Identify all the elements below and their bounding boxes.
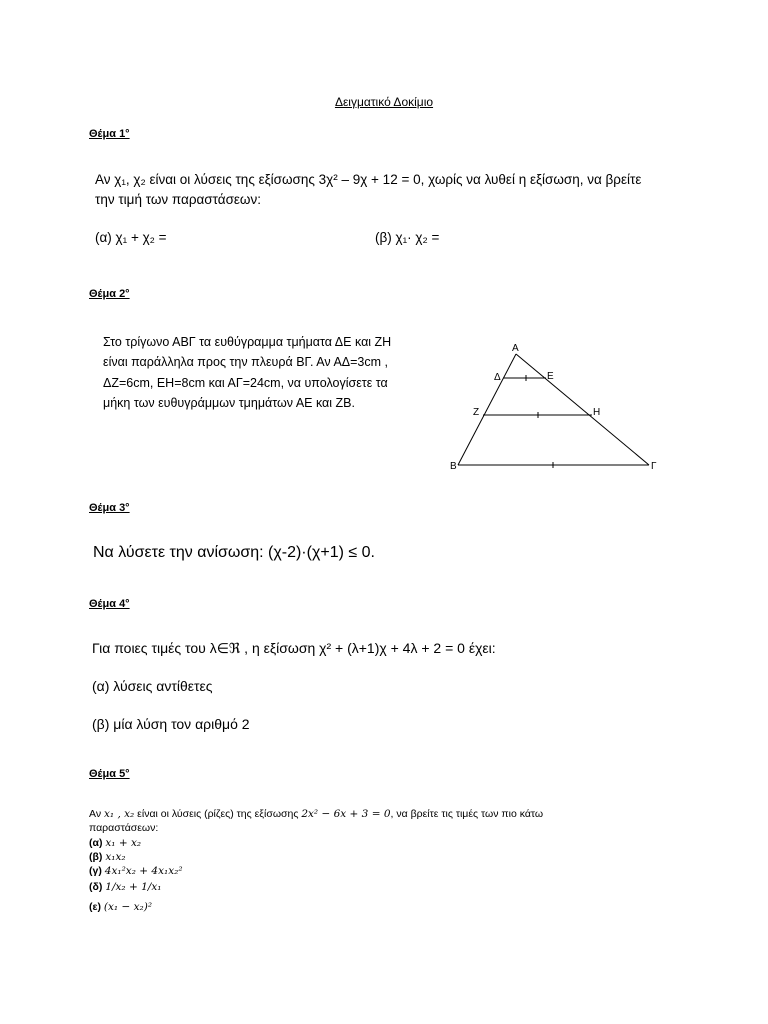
q4-part-b: (β) μία λύση τον αριθμό 2 — [92, 716, 250, 732]
q3-heading: Θέμα 3° — [89, 502, 130, 514]
q4-heading: Θέμα 4° — [89, 598, 130, 610]
label-g: Γ — [651, 461, 657, 472]
q5-line-1-post: , να βρείτε τις τιμές των πιο κάτω — [390, 808, 544, 820]
q1-line-2: την τιμή των παραστάσεων: — [95, 192, 261, 207]
side-ab — [458, 354, 516, 465]
q5-item-label: (β) — [89, 851, 103, 863]
q1-line-1: Αν χ₁, χ₂ είναι οι λύσεις της εξίσωσης 3χ² – 9χ + 12 = 0, χωρίς να λυθεί η εξίσωση, να βρείτε — [95, 172, 642, 187]
q5-equation-math: 2x² − 6x + 3 = 0 — [301, 808, 391, 820]
q5-line-2: παραστάσεων: — [89, 822, 159, 834]
q5-item-d — [89, 881, 161, 895]
q5-item-label: (γ) — [89, 865, 102, 877]
label-a: Α — [512, 343, 519, 354]
q1-part-b: (β) χ₁· χ₂ = — [375, 230, 440, 245]
label-b: Β — [450, 461, 457, 472]
label-e: Ε — [547, 371, 554, 382]
page-title: Δειγματικό Δοκίμιο — [334, 95, 434, 109]
q2-heading: Θέμα 2° — [89, 288, 130, 300]
q5-item-expr: x₁ + x₂ — [105, 837, 142, 849]
label-d: Δ — [494, 372, 501, 383]
q2-line-1: Στο τρίγωνο ΑΒΓ τα ευθύγραμμα τμήματα ΔΕ και ΖΗ — [103, 335, 392, 349]
q5-heading: Θέμα 5° — [89, 768, 130, 780]
q2-line-4: μήκη των ευθυγράμμων τμημάτων ΑΕ και ΖΒ. — [103, 396, 355, 410]
q5-item-b — [89, 851, 126, 865]
q5-item-label: (α) — [89, 837, 103, 849]
q3-text: Να λύσετε την ανίσωση: (χ-2)·(χ+1) ≤ 0. — [93, 544, 375, 561]
label-h: Η — [593, 407, 601, 418]
q5-item-e — [89, 901, 152, 915]
q5-item-label: (ε) — [89, 901, 101, 913]
q5-item-c — [89, 865, 183, 879]
q4-text: Για ποιες τιμές του λ∈ℜ , η εξίσωση χ² + (λ+1)χ + 4λ + 2 = 0 έχει: — [92, 640, 496, 656]
q5-item-a — [89, 837, 141, 851]
label-z: Ζ — [473, 407, 480, 418]
q5-line-1 — [89, 808, 543, 822]
side-ag — [516, 354, 649, 465]
q2-line-3: ΔΖ=6cm, ΕΗ=8cm και ΑΓ=24cm, να υπολογίσετε τα — [103, 376, 388, 390]
q1-part-a: (α) χ₁ + χ₂ = — [95, 230, 167, 245]
q5-item-label: (δ) — [89, 881, 103, 893]
q5-item-expr: (x₁ − x₂)² — [103, 901, 153, 913]
q4-part-a: (α) λύσεις αντίθετες — [92, 678, 213, 694]
q5-item-expr: x₁x₂ — [105, 851, 126, 863]
q5-item-expr: 4x₁²x₂ + 4x₁x₂² — [104, 865, 183, 877]
q2-line-2: είναι παράλληλα προς την πλευρά ΒΓ. Αν ΑΔ=3cm , — [103, 355, 388, 369]
q5-item-expr: 1/x₂ + 1/x₁ — [105, 881, 162, 893]
q5-line-1-pre: Αν — [89, 808, 104, 820]
q1-heading: Θέμα 1° — [89, 128, 130, 140]
q5-roots-math: x₁ , x₂ — [103, 808, 135, 820]
triangle-figure — [440, 335, 670, 475]
q5-line-1-mid: είναι οι λύσεις (ρίζες) της εξίσωσης — [134, 808, 302, 820]
